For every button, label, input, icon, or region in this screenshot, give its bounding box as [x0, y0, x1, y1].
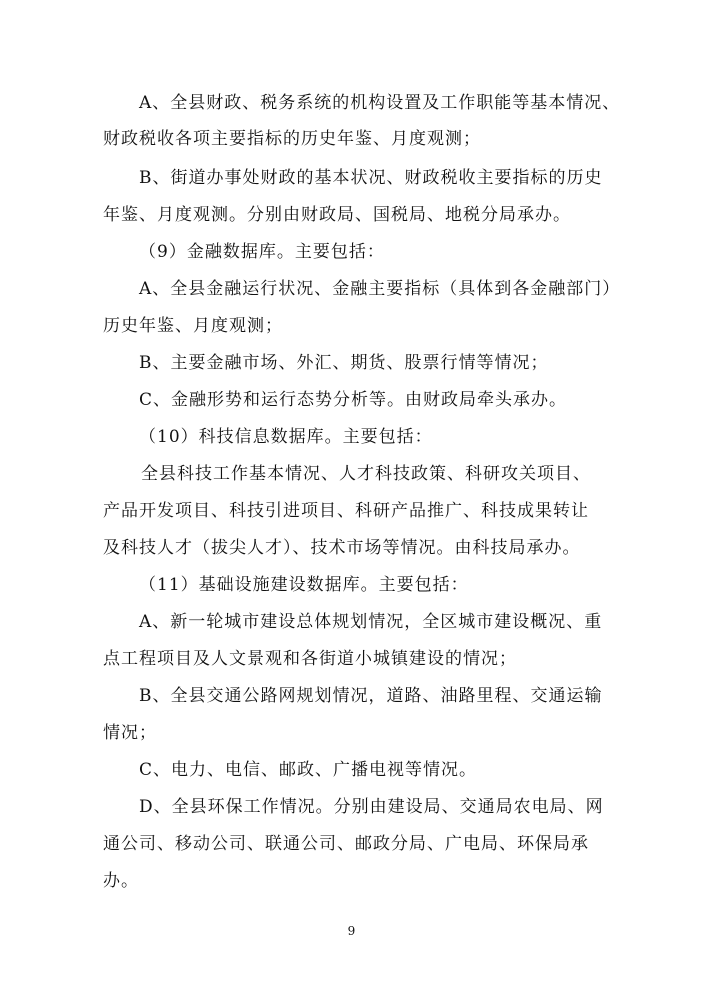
text-line: B、全县交通公路网规划情况，道路、油路里程、交通运输: [139, 686, 603, 706]
text-line: 全县科技工作基本情况、人才科技政策、科研攻关项目、: [141, 464, 591, 484]
text-line: 点工程项目及人文景观和各街道小城镇建设的情况；: [103, 649, 517, 669]
text-line: 历史年鉴、月度观测；: [103, 316, 283, 336]
text-line: B、主要金融市场、外汇、期货、股票行情等情况；: [139, 353, 549, 373]
text-line: 产品开发项目、科技引进项目、科研产品推广、科技成果转让: [103, 501, 589, 521]
text-line: 情况；: [103, 723, 157, 743]
text-line: 及科技人才（拔尖人才）、技术市场等情况。由科技局承办。: [103, 538, 581, 558]
section-heading: （10）科技信息数据库。主要包括：: [139, 427, 433, 447]
text-line: B、街道办事处财政的基本状况、财政税收主要指标的历史: [139, 168, 603, 188]
page-number: 9: [347, 924, 356, 938]
text-line: 年鉴、月度观测。分别由财政局、国税局、地税分局承办。: [103, 205, 571, 225]
text-line: A、全县金融运行状况、金融主要指标（具体到各金融部门）: [139, 279, 621, 299]
text-line: C、金融形势和运行态势分析等。由财政局牵头承办。: [139, 390, 568, 410]
text-line: A、新一轮城市建设总体规划情况，全区城市建设概况、重: [139, 612, 603, 632]
text-line: 办。: [103, 871, 139, 891]
text-line: D、全县环保工作情况。分别由建设局、交通局农电局、网: [139, 797, 604, 817]
section-heading: （9）金融数据库。主要包括：: [139, 242, 385, 262]
section-heading: （11）基础设施建设数据库。主要包括：: [139, 575, 469, 595]
text-line: 财政税收各项主要指标的历史年鉴、月度观测；: [103, 129, 481, 149]
text-line: C、电力、电信、邮政、广播电视等情况。: [139, 760, 478, 780]
text-line: 通公司、移动公司、联通公司、邮政分局、广电局、环保局承: [103, 834, 589, 854]
text-line: A、全县财政、税务系统的机构设置及工作职能等基本情况、: [139, 93, 621, 113]
